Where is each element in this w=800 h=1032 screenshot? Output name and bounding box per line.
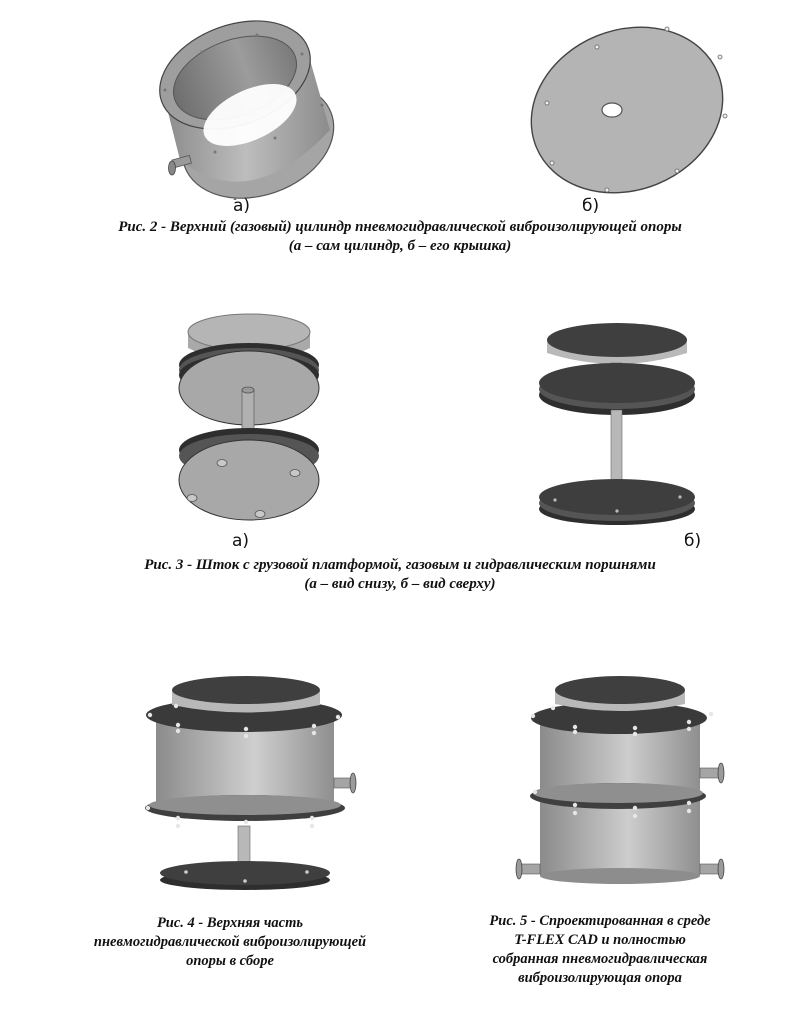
figure-3a-label: а) — [232, 531, 250, 551]
figure-3-caption-line1: Рис. 3 - Шток с грузовой платформой, газовым и гидравлическим поршнями — [144, 557, 656, 573]
figure-5-caption — [420, 912, 780, 988]
figure-5-caption-line3: собранная пневмогидравлическая — [492, 951, 708, 967]
figure-3b-rod-top-image — [535, 315, 700, 525]
figure-4-caption-line2: пневмогидравлической виброизолирующей — [93, 934, 367, 950]
figure-5-caption-line2: T-FLEX CAD и полностью — [514, 932, 686, 948]
figure-4-caption-line1: Рис. 4 - Верхняя часть — [156, 915, 304, 931]
figure-2-caption-line2: (а – сам цилиндр, б – его крышка) — [288, 238, 512, 254]
figure-2a-label: а) — [233, 196, 251, 216]
figure-5-caption-line1: Рис. 5 - Спроектированная в среде — [489, 913, 711, 929]
figure-2b-label: б) — [582, 196, 600, 216]
figure-3b-label: б) — [684, 531, 702, 551]
figure-4-caption-line3: опоры в сборе — [186, 953, 274, 969]
figure-2a-cylinder-image — [140, 10, 340, 200]
figure-5-caption-line4: виброизолирующая опора — [518, 970, 682, 986]
figure-4-caption — [40, 914, 420, 971]
figure-4-upper-assembly-image — [142, 668, 362, 890]
figure-3-caption-line2: (а – вид снизу, б – вид сверху) — [304, 576, 496, 592]
figure-3a-rod-bottom-image — [170, 310, 335, 525]
figure-5-full-assembly-image — [515, 668, 730, 890]
figure-2b-lid-image — [515, 20, 740, 195]
figure-2-caption-line1: Рис. 2 - Верхний (газовый) цилиндр пневмогидравлической виброизолирующей опоры — [118, 219, 682, 235]
